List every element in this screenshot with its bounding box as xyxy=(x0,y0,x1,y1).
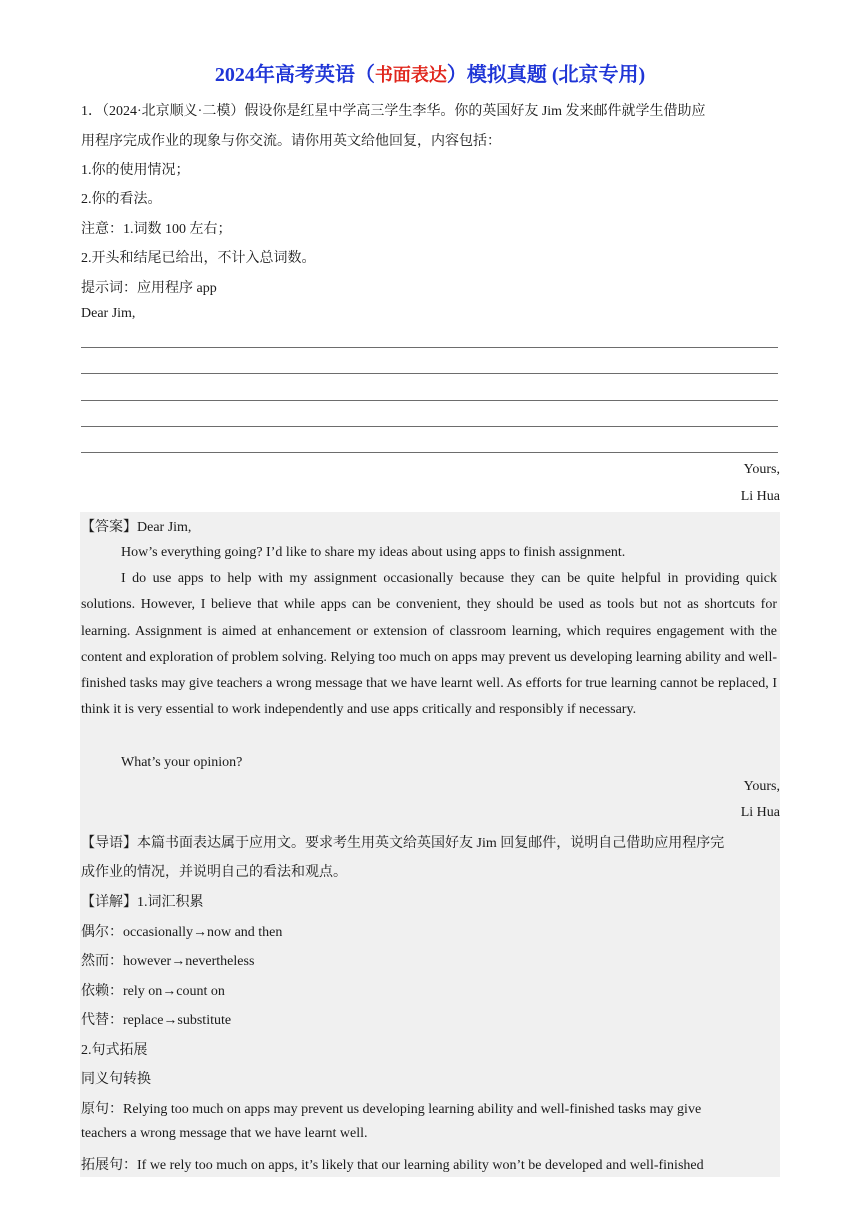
expanded-sentence-line-1: 拓展句：If we rely too much on apps, it’s likely that our learning ability won’t be developed and well-finished xyxy=(81,1158,704,1173)
vocab-item: 偶尔：occasionally→now and then xyxy=(81,925,283,940)
answer-label: 【答案】Dear Jim, xyxy=(81,520,192,535)
question-point-2: 2.你的看法。 xyxy=(81,192,162,207)
page-title xyxy=(0,58,860,87)
title-highlight: 书面表达 xyxy=(374,65,447,85)
detail-heading: 【详解】1.词汇积累 xyxy=(81,895,204,910)
original-sentence-line-2: teachers a wrong message that we have learnt well. xyxy=(81,1126,368,1141)
question-point-1: 1.你的使用情况； xyxy=(81,163,190,178)
writing-line[interactable] xyxy=(81,400,778,401)
guide-line-1: 【导语】本篇书面表达属于应用文。要求考生用英文给英国好友 Jim 回复邮件，说明自己借助应用程序完 xyxy=(81,836,725,851)
question-note-2: 2.开头和结尾已给出，不计入总词数。 xyxy=(81,251,316,266)
vocab-item: 依赖：rely on→count on xyxy=(81,984,225,999)
original-sentence-line-1: 原句：Relying too much on apps may prevent us developing learning ability and well-finished tasks may give xyxy=(81,1102,702,1117)
answer-closing: Yours, xyxy=(743,779,780,794)
answer-signature: Li Hua xyxy=(740,805,780,820)
question-signature: Li Hua xyxy=(740,489,780,504)
answer-paragraph-3: What’s your opinion? xyxy=(121,755,243,770)
writing-line[interactable] xyxy=(81,373,778,374)
title-part2: ）模拟真题 (北京专用) xyxy=(446,64,646,86)
writing-line[interactable] xyxy=(81,452,778,453)
question-closing: Yours, xyxy=(743,462,780,477)
sentence-heading: 2.句式拓展 xyxy=(81,1043,148,1058)
writing-line[interactable] xyxy=(81,426,778,427)
vocab-item: 代替：replace→substitute xyxy=(81,1013,232,1028)
question-line-2: 用程序完成作业的现象与你交流。请你用英文给他回复，内容包括： xyxy=(81,134,501,149)
guide-line-2: 成作业的情况，并说明自己的看法和观点。 xyxy=(81,865,347,880)
question-salutation: Dear Jim, xyxy=(81,306,136,321)
question-hint: 提示词：应用程序 app xyxy=(81,281,217,296)
sub-heading: 同义句转换 xyxy=(81,1072,151,1087)
question-note-1: 注意：1.词数 100 左右； xyxy=(81,222,232,237)
question-line-1: 1．（2024·北京顺义·二模）假设你是红星中学高三学生李华。你的英国好友 Jim 发来邮件就学生借助应 xyxy=(81,104,706,119)
vocab-item: 然而：however→nevertheless xyxy=(81,954,255,969)
title-part1: 2024年高考英语（ xyxy=(214,64,375,86)
answer-paragraph-2: I do use apps to help with my assignment occasionally because they can be quite helpful in providing quick solutions. However, I believe that while apps can be convenient, they should be used as tools but not as shortcuts for learning. Assignment is aimed at enhancement or extension of classroom learning, which requires engagement with the content and exploration of problem solving. Relying too much on apps may prevent us developing learning ability and well-finished tasks may give teachers a wrong message that we have learnt well. As efforts for true learning cannot be replaced, I think it is very essential to work independently and use apps critically and responsibly if necessary. xyxy=(81,571,777,718)
answer-paragraph-1: How’s everything going? I’d like to share my ideas about using apps to finish assignment. xyxy=(121,545,626,560)
writing-line[interactable] xyxy=(81,347,778,348)
